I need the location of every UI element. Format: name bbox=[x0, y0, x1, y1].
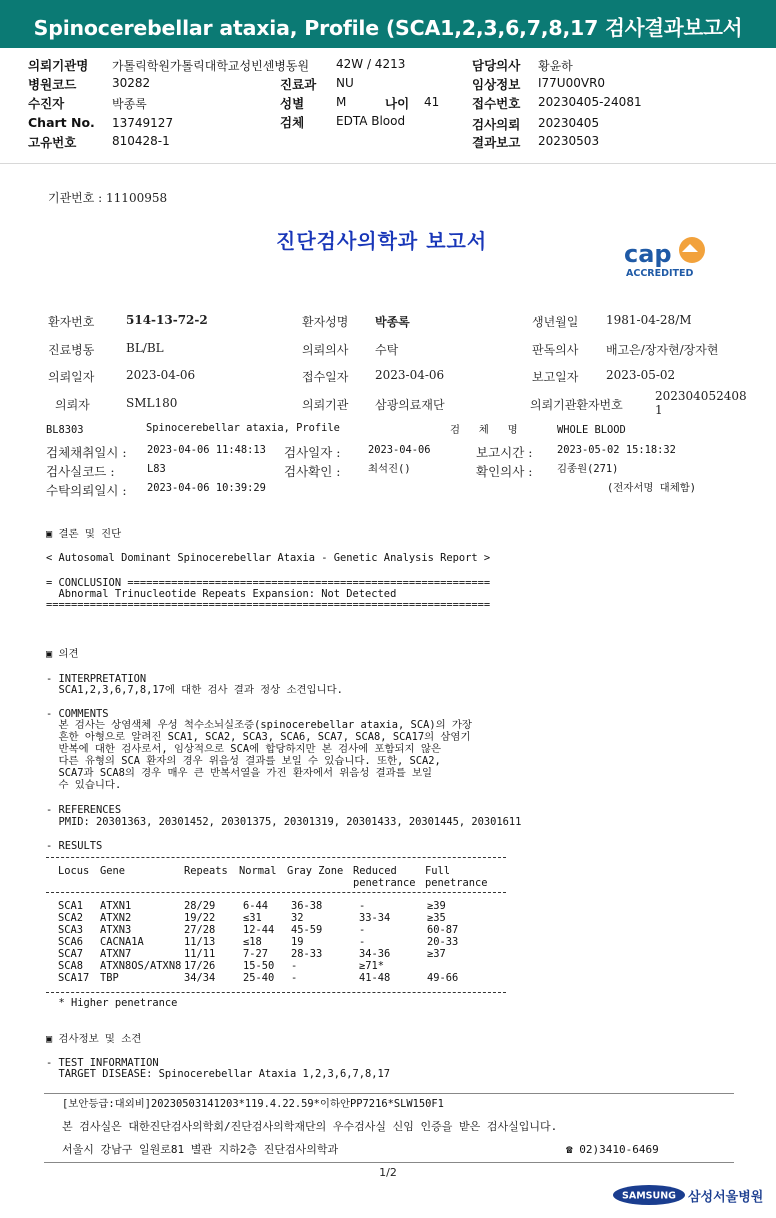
doctor-label: 담당의사 bbox=[472, 58, 521, 73]
unique-label: 고유번호 bbox=[28, 135, 77, 150]
ref-doctor-value: 수탁 bbox=[375, 343, 399, 357]
cell-repeats: 17/26 bbox=[184, 960, 216, 972]
col-header-normal: Normal bbox=[239, 865, 277, 877]
col-header-gene: Gene bbox=[100, 865, 126, 877]
test-name: Spinocerebellar ataxia, Profile bbox=[146, 422, 340, 434]
cell-full: ≥35 bbox=[427, 912, 446, 924]
section-testinfo-heading: ▣ 검사정보 및 소견 bbox=[46, 1033, 142, 1045]
conclusion-line: = CONCLUSION ========================================================== bbox=[46, 577, 491, 589]
cell-repeats: 19/22 bbox=[184, 912, 216, 924]
report-time-value: 2023-05-02 15:18:32 bbox=[557, 444, 676, 456]
interpretation-text: SCA1,2,3,6,7,8,17에 대한 검사 결과 정상 소견입니다. bbox=[46, 684, 343, 696]
comment-line: 다른 유형의 SCA 환자의 경우 위음성 결과를 보일 수 있습니다. 또한, SCA2, bbox=[46, 755, 441, 767]
specimen-value: EDTA Blood bbox=[336, 114, 406, 128]
ward-value: 42W / 4213 bbox=[336, 57, 406, 71]
cell-repeats: 28/29 bbox=[184, 900, 216, 912]
patient-value: 박종록 bbox=[112, 97, 147, 111]
section-opinion-heading: ▣ 의견 bbox=[46, 648, 79, 660]
sign-note: (전자서명 대체함) bbox=[607, 482, 697, 494]
outsource-value: 2023-04-06 10:39:29 bbox=[147, 482, 266, 494]
request-value: 20230405 bbox=[538, 116, 600, 130]
cell-reduced: - bbox=[359, 900, 366, 912]
recv-date-value: 2023-04-06 bbox=[375, 368, 445, 382]
col-header-reduced: Reduced bbox=[353, 865, 397, 877]
cell-normal: 15-50 bbox=[243, 960, 275, 972]
interpretation-head: - INTERPRETATION bbox=[46, 673, 147, 685]
cell-full: 20-33 bbox=[427, 936, 459, 948]
patient-name-label: 환자성명 bbox=[302, 315, 349, 329]
cell-repeats: 11/11 bbox=[184, 948, 216, 960]
security-stamp: [보안등급:대외비]20230503141203*119.4.22.59*이하안PP7216*SLW150F1 bbox=[62, 1098, 444, 1110]
cell-grayzone: 45-59 bbox=[291, 924, 323, 936]
cell-gene: ATXN2 bbox=[100, 912, 132, 924]
cell-reduced: - bbox=[359, 936, 366, 948]
cell-reduced: 33-34 bbox=[359, 912, 391, 924]
references-head: - REFERENCES bbox=[46, 804, 122, 816]
report-label: 결과보고 bbox=[472, 135, 521, 150]
comment-line: 반복에 대한 검사로서, 임상적으로 SCA에 합당하지만 본 검사에 포함되지 않은 bbox=[46, 743, 441, 755]
outsource-label: 수탁의뢰일시 : bbox=[46, 483, 127, 498]
patient-name-value: 박종록 bbox=[375, 315, 410, 329]
sex-value: M bbox=[336, 95, 347, 109]
chart-label: Chart No. bbox=[28, 115, 95, 130]
cell-grayzone: 36-38 bbox=[291, 900, 323, 912]
conclusion-text: Abnormal Trinucleotide Repeats Expansion: Not Detected bbox=[46, 588, 397, 600]
results-head: - RESULTS bbox=[46, 840, 103, 852]
collect-value: 2023-04-06 11:48:13 bbox=[147, 444, 266, 456]
cell-locus: SCA6 bbox=[58, 936, 84, 948]
samsung-logo bbox=[612, 1184, 686, 1206]
table-rule-top bbox=[46, 857, 506, 858]
ref-doctor-label: 의뢰의사 bbox=[302, 343, 349, 357]
hospital-code-label: 병원코드 bbox=[28, 77, 77, 92]
collect-label: 검체채취일시 : bbox=[46, 445, 127, 460]
cell-grayzone: 19 bbox=[291, 936, 304, 948]
samsung-logo-text: SAMSUNG bbox=[622, 1190, 676, 1202]
cell-locus: SCA2 bbox=[58, 912, 84, 924]
cell-gene: TBP bbox=[100, 972, 119, 984]
confirm-label: 검사확인 : bbox=[284, 464, 341, 479]
comment-line: 수 있습니다. bbox=[46, 779, 122, 791]
requester-label: 의뢰자 bbox=[55, 398, 90, 412]
report-value: 20230503 bbox=[538, 134, 600, 148]
unique-value: 810428-1 bbox=[112, 134, 170, 148]
accession-value: 20230405-24081 bbox=[538, 95, 642, 109]
recv-date-label: 접수일자 bbox=[302, 370, 349, 384]
test-code: BL8303 bbox=[46, 424, 84, 436]
comment-line: SCA7과 SCA8의 경우 매우 큰 반복서열을 가진 환자에서 위음성 결과를 보일 bbox=[46, 767, 433, 779]
patient-no-value: 514-13-72-2 bbox=[126, 313, 208, 327]
requester-label: 의뢰기관명 bbox=[28, 58, 89, 73]
cell-gene: CACNA1A bbox=[100, 936, 144, 948]
birth-label: 생년월일 bbox=[532, 315, 579, 329]
inst-patient-value-2: 1 bbox=[655, 403, 663, 417]
doctor-label: 확인의사 : bbox=[476, 464, 533, 479]
cell-gene: ATXN8OS/ATXN8 bbox=[100, 960, 182, 972]
cell-locus: SCA3 bbox=[58, 924, 84, 936]
cell-full: 60-87 bbox=[427, 924, 459, 936]
cell-normal: ≤18 bbox=[243, 936, 262, 948]
cell-normal: 12-44 bbox=[243, 924, 275, 936]
ward-label: 진료병동 bbox=[48, 343, 95, 357]
req-date-label: 의뢰일자 bbox=[48, 370, 95, 384]
cell-repeats: 34/34 bbox=[184, 972, 216, 984]
cell-full: ≥37 bbox=[427, 948, 446, 960]
test-date-label: 검사일자 : bbox=[284, 445, 341, 460]
table-footnote: * Higher penetrance bbox=[46, 997, 178, 1009]
cell-grayzone: 28-33 bbox=[291, 948, 323, 960]
hospital-brand-name: 삼성서울병원 bbox=[688, 1190, 764, 1205]
cell-full: ≥39 bbox=[427, 900, 446, 912]
report-banner: Spinocerebellar ataxia, Profile (SCA1,2,3,6,7,8,17 검사결과보고서 bbox=[0, 0, 776, 48]
table-rule-mid bbox=[46, 892, 506, 893]
hospital-code-value: 30282 bbox=[112, 76, 151, 90]
reader-label: 판독의사 bbox=[532, 343, 579, 357]
comment-line: 본 검사는 상염색체 우성 척수소뇌실조증(spinocerebellar ataxia, SCA)의 가장 bbox=[46, 719, 472, 731]
cell-normal: ≤31 bbox=[243, 912, 262, 924]
accession-label: 접수번호 bbox=[472, 96, 521, 111]
cell-grayzone: - bbox=[291, 960, 298, 972]
specimen-name-value: WHOLE BLOOD bbox=[557, 424, 626, 436]
cell-locus: SCA8 bbox=[58, 960, 84, 972]
cap-text: cap bbox=[624, 240, 672, 268]
cell-grayzone: - bbox=[291, 972, 298, 984]
birth-value: 1981-04-28/M bbox=[606, 313, 692, 327]
confirm-value: 최석진() bbox=[368, 463, 411, 475]
address-text: 서울시 강남구 일원로81 별관 지하2층 진단검사의학과 bbox=[62, 1143, 339, 1156]
reader-value: 배고은/장자현/장자현 bbox=[606, 343, 719, 357]
inst-patient-label: 의뢰기관환자번호 bbox=[530, 398, 623, 412]
age-value: 41 bbox=[424, 95, 440, 109]
req-date-value: 2023-04-06 bbox=[126, 368, 196, 382]
requester-value: SML180 bbox=[126, 396, 178, 410]
cell-normal: 25-40 bbox=[243, 972, 275, 984]
report-date-label: 보고일자 bbox=[532, 370, 579, 384]
cell-locus: SCA1 bbox=[58, 900, 84, 912]
equals-line: ======================================================================= bbox=[46, 599, 491, 611]
chart-value: 13749127 bbox=[112, 116, 174, 130]
col-header-reduced-2: penetrance bbox=[353, 877, 416, 889]
page-title: 진단검사의학과 보고서 bbox=[276, 229, 488, 253]
dept-value: NU bbox=[336, 76, 354, 90]
inst-patient-value-1: 202304052408 bbox=[655, 389, 747, 403]
ref-inst-value: 삼광의료재단 bbox=[375, 398, 445, 412]
cell-full: 49-66 bbox=[427, 972, 459, 984]
cell-locus: SCA17 bbox=[58, 972, 90, 984]
header-divider bbox=[0, 163, 776, 164]
report-date-value: 2023-05-02 bbox=[606, 368, 676, 382]
cell-reduced: 41-48 bbox=[359, 972, 391, 984]
cell-gene: ATXN3 bbox=[100, 924, 132, 936]
test-info-text: TARGET DISEASE: Spinocerebellar Ataxia 1,2,3,6,7,8,17 bbox=[46, 1068, 391, 1080]
cell-reduced: 34-36 bbox=[359, 948, 391, 960]
section-conclusion-heading: ▣ 결론 및 진단 bbox=[46, 528, 122, 540]
specimen-label: 검체 bbox=[280, 115, 305, 130]
comment-line: 흔한 아형으로 알려진 SCA1, SCA2, SCA3, SCA6, SCA7, SCA8, SCA17의 삼염기 bbox=[46, 731, 471, 743]
clinical-label: 임상정보 bbox=[472, 77, 521, 92]
institution-number: 기관번호 : 11100958 bbox=[48, 191, 168, 205]
col-header-full-2: penetrance bbox=[425, 877, 488, 889]
col-header-locus: Locus bbox=[58, 865, 90, 877]
patient-no-label: 환자번호 bbox=[48, 315, 95, 329]
references-text: PMID: 20301363, 20301452, 20301375, 20301319, 20301433, 20301445, 20301611 bbox=[46, 816, 522, 828]
test-date-value: 2023-04-06 bbox=[368, 444, 431, 456]
phone-text: ☎ 02)3410-6469 bbox=[566, 1143, 659, 1156]
cell-locus: SCA7 bbox=[58, 948, 84, 960]
room-value: L83 bbox=[147, 463, 166, 475]
cap-accredited-logo bbox=[620, 232, 720, 280]
request-label: 검사의뢰 bbox=[472, 117, 521, 132]
cell-gene: ATXN7 bbox=[100, 948, 132, 960]
report-time-label: 보고시간 : bbox=[476, 445, 533, 460]
age-label: 나이 bbox=[385, 96, 410, 111]
cell-reduced: - bbox=[359, 924, 366, 936]
col-header-grayzone: Gray Zone bbox=[287, 865, 344, 877]
patient-label: 수진자 bbox=[28, 96, 65, 111]
clinical-value: I77U00VR0 bbox=[538, 76, 606, 90]
ward-value: BL/BL bbox=[126, 341, 164, 355]
comments-head: - COMMENTS bbox=[46, 708, 109, 720]
ref-inst-label: 의뢰기관 bbox=[302, 398, 349, 412]
cap-accredited-text: ACCREDITED bbox=[626, 268, 694, 279]
room-label: 검사실코드 : bbox=[46, 464, 115, 479]
cell-normal: 6-44 bbox=[243, 900, 269, 912]
cell-repeats: 11/13 bbox=[184, 936, 216, 948]
col-header-repeats: Repeats bbox=[184, 865, 228, 877]
dept-label: 진료과 bbox=[280, 77, 317, 92]
report-heading: < Autosomal Dominant Spinocerebellar Ataxia - Genetic Analysis Report > bbox=[46, 552, 491, 564]
requester-value: 가톨릭학원가톨릭대학교성빈센병동원 bbox=[112, 59, 310, 73]
col-header-full: Full bbox=[425, 865, 451, 877]
specimen-name-label: 검 체 명 bbox=[450, 424, 518, 436]
table-rule-bottom bbox=[46, 992, 506, 993]
sex-label: 성별 bbox=[280, 96, 305, 111]
cell-repeats: 27/28 bbox=[184, 924, 216, 936]
cell-gene: ATXN1 bbox=[100, 900, 132, 912]
test-info-head: - TEST INFORMATION bbox=[46, 1057, 159, 1069]
cell-grayzone: 32 bbox=[291, 912, 304, 924]
doctor-value: 황윤하 bbox=[538, 59, 573, 73]
cell-normal: 7-27 bbox=[243, 948, 269, 960]
doctor-value: 김종원(271) bbox=[557, 463, 619, 475]
certification-text: 본 검사실은 대한진단검사의학회/진단검사의학재단의 우수검사실 신임 인증을 받은 검사실입니다. bbox=[62, 1120, 558, 1133]
cell-reduced: ≥71* bbox=[359, 960, 385, 972]
page-number: 1/2 bbox=[379, 1166, 397, 1179]
